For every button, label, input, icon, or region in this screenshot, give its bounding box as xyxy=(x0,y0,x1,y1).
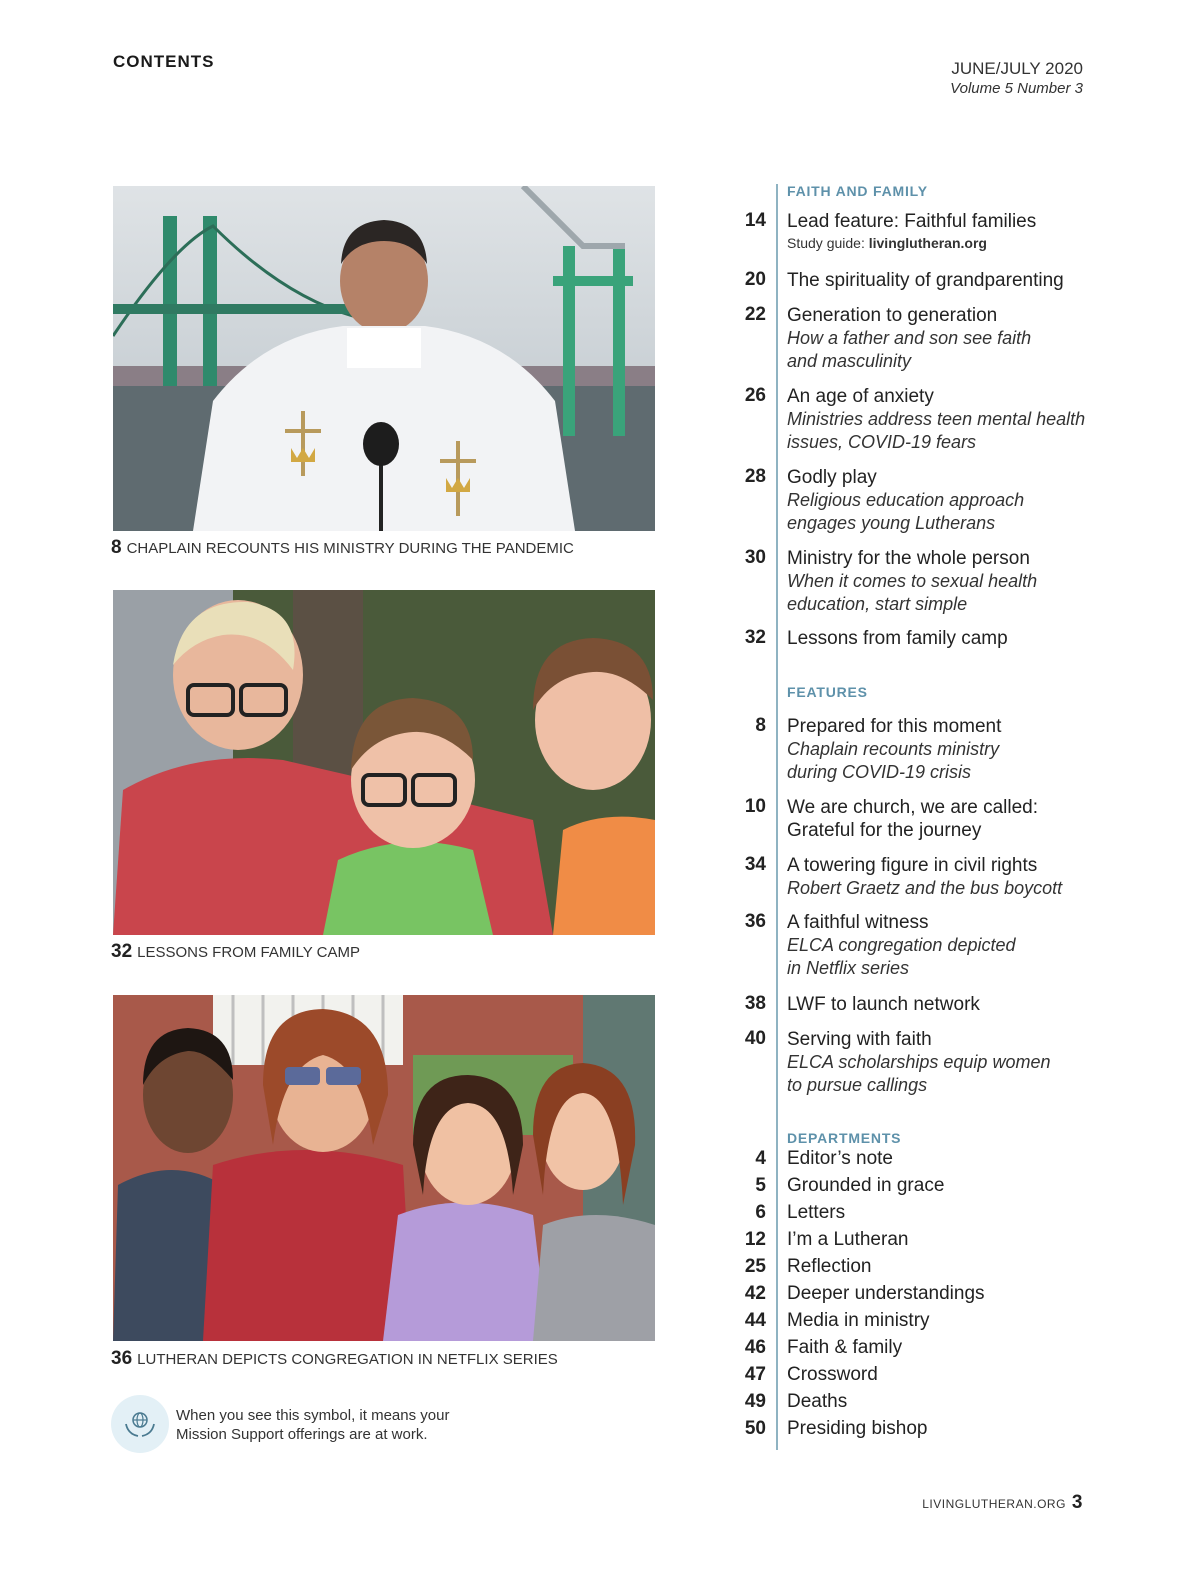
department-entry[interactable]: 25 Reflection xyxy=(744,1256,872,1277)
department-entry[interactable]: 42 Deeper understandings xyxy=(744,1283,985,1304)
department-entry[interactable]: 46 Faith & family xyxy=(744,1337,903,1358)
department-entry[interactable]: 12 I’m a Lutheran xyxy=(744,1229,909,1250)
photo-caption-family-camp: 32 LESSONS FROM FAMILY CAMP xyxy=(111,941,360,962)
section-heading-faith-family: FAITH AND FAMILY xyxy=(787,183,928,199)
department-entry[interactable]: 4 Editor’s note xyxy=(755,1148,893,1169)
department-entry[interactable]: 50 Presiding bishop xyxy=(744,1418,928,1439)
section-heading-features: FEATURES xyxy=(787,684,868,700)
volume-number: Volume 5 Number 3 xyxy=(950,80,1083,97)
department-entry[interactable]: 49 Deaths xyxy=(744,1391,848,1412)
page-footer xyxy=(922,1492,1083,1514)
photo-caption-netflix: 36 LUTHERAN DEPICTS CONGREGATION IN NETFLIX SERIES xyxy=(111,1348,558,1369)
department-entry[interactable]: 47 Crossword xyxy=(744,1364,878,1385)
photo-caption-chaplain: 8 CHAPLAIN RECOUNTS HIS MINISTRY DURING THE PANDEMIC xyxy=(111,537,574,558)
issue-info xyxy=(950,58,1083,98)
family-camp-image xyxy=(113,590,655,935)
mission-support-note xyxy=(111,1395,531,1455)
department-entry[interactable]: 6 Letters xyxy=(755,1202,846,1223)
netflix-series-image xyxy=(113,995,655,1341)
contents-heading: CONTENTS xyxy=(113,52,215,71)
department-entry[interactable]: 5 Grounded in grace xyxy=(755,1175,945,1196)
study-guide-link[interactable]: Study guide: livinglutheran.org xyxy=(787,235,987,251)
photo-family-camp[interactable] xyxy=(113,590,655,935)
footer-site[interactable]: LIVINGLUTHERAN.ORG xyxy=(922,1497,1066,1511)
mission-support-text: When you see this symbol, it means your Mission Support offerings are at work. xyxy=(176,1407,450,1443)
photo-chaplain[interactable] xyxy=(113,186,655,531)
section-heading-departments: DEPARTMENTS xyxy=(787,1130,902,1146)
hands-globe-icon xyxy=(111,1395,169,1453)
chaplain-image xyxy=(113,186,655,531)
page-number: 3 xyxy=(1071,1492,1083,1513)
photo-netflix-series[interactable] xyxy=(113,995,655,1341)
department-entry[interactable]: 44 Media in ministry xyxy=(744,1310,930,1331)
issue-date: JUNE/JULY 2020 xyxy=(951,59,1083,78)
